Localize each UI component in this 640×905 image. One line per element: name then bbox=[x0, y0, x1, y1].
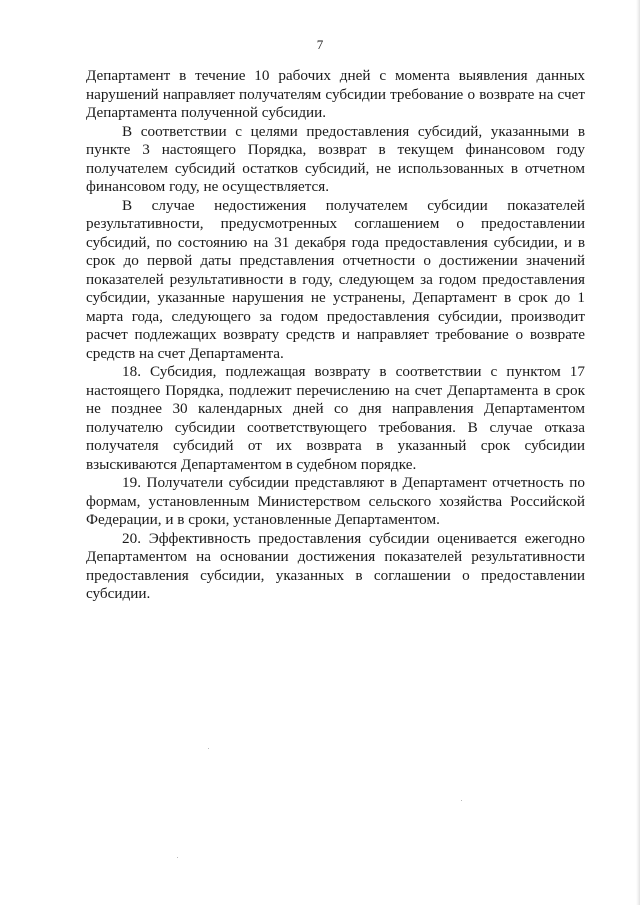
scan-speck bbox=[208, 748, 209, 749]
scan-page-edge bbox=[636, 0, 640, 905]
paragraph-no-refund-remainder: В соответствии с целями предоставления субсидий, указанными в пункте 3 настоящего Порядка, возврат в текущем финансовом году получателем субсидий остатков субсидий, не использованных в отчетном финансовом году, не осуществляется. bbox=[86, 122, 585, 195]
page-number: 7 bbox=[316, 37, 324, 52]
paragraph-20-efficiency: 20. Эффективность предоставления субсидии оценивается ежегодно Департаментом на основании достижения показателей результативности предоставления субсидии, указанных в соглашении о предоставлении субсидии. bbox=[86, 529, 585, 602]
paragraph-department-notice: Департамент в течение 10 рабочих дней с момента выявления данных нарушений направляет получателям субсидии требование о возврате на счет Департамента полученной субсидии. bbox=[86, 67, 585, 121]
paragraph-performance-shortfall: В случае недостижения получателем субсидии показателей результативности, предусмотренных соглашением о предоставлении субсидий, по состоянию на 31 декабря года предоставления субсидии, и в срок до первой даты представления отчетности о достижении значений показателей результативности в году, следующем за годом предоставления субсидии, указанные нарушения не устранены, Департамент в срок до 1 марта года, следующего за годом предоставления субсидии, производит расчет подлежащих возврату средств и направляет требование о возврате средств на счет Департамента. bbox=[86, 196, 585, 362]
document-body bbox=[86, 67, 585, 604]
scan-speck bbox=[177, 857, 178, 858]
paragraph-19-reporting: 19. Получатели субсидии представляют в Департамент отчетность по формам, установленным Министерством сельского хозяйства Российской Федерации, и в сроки, установленные Департаментом. bbox=[86, 474, 585, 528]
scan-speck bbox=[461, 800, 462, 801]
paragraph-18-refund-transfer: 18. Субсидия, подлежащая возврату в соответствии с пунктом 17 настоящего Порядка, подлежит перечислению на счет Департамента в срок не позднее 30 календарных дней со дня направления Департаментом получателю субсидии соответствующего требования. В случае отказа получателя субсидий от их возврата в указанный срок субсидии взыскиваются Департаментом в судебном порядке. bbox=[86, 363, 585, 473]
